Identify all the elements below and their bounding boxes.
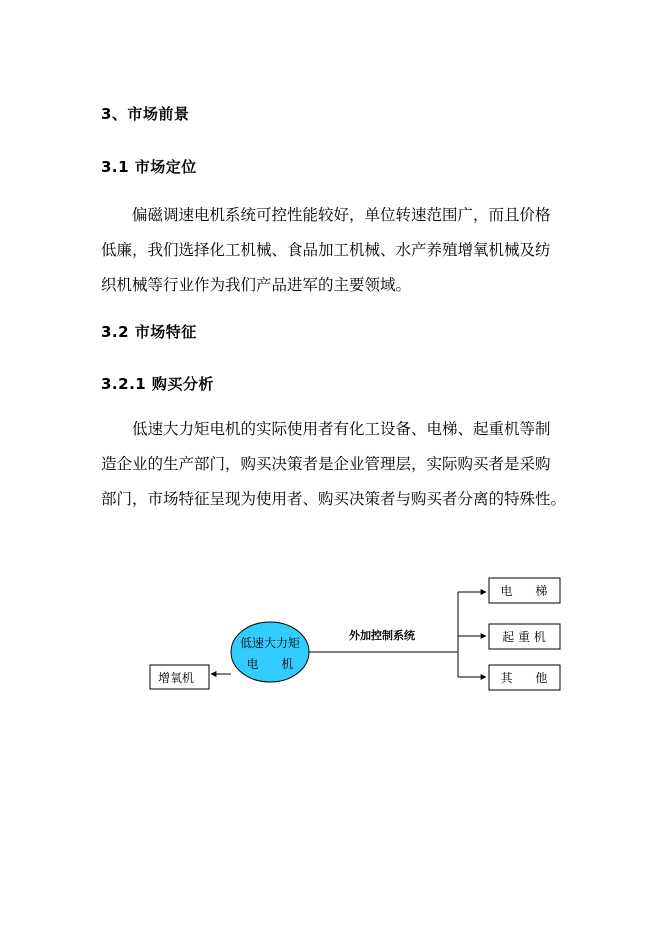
heading-market-features: 3.2 市场特征 <box>101 323 197 341</box>
center-label-line2: 电 机 <box>246 657 294 671</box>
heading-purchase-analysis: 3.2.1 购买分析 <box>101 375 214 393</box>
paragraph-line: 偏磁调速电机系统可控性能较好，单位转速范围广，而且价格 <box>132 206 551 224</box>
paragraph-purchase-analysis <box>101 412 571 517</box>
heading-market-positioning: 3.1 市场定位 <box>101 158 197 176</box>
left-box-label: 增氧机 <box>158 671 195 685</box>
paragraph-line: 造企业的生产部门，购买决策者是企业管理层，实际购买者是采购 <box>101 455 551 473</box>
control-system-label: 外加控制系统 <box>349 629 415 642</box>
right-box-elevator-label: 电 梯 <box>500 584 548 598</box>
paragraph-line: 低廉，我们选择化工机械、食品加工机械、水产养殖增氧机械及纺 <box>101 241 551 259</box>
center-ellipse <box>231 622 309 682</box>
paragraph-market-positioning <box>101 198 571 303</box>
paragraph-line: 部门，市场特征呈现为使用者、购买决策者与购买者分离的特殊性。 <box>101 490 567 508</box>
right-box-crane-label: 起 重 机 <box>502 630 546 644</box>
paragraph-line: 织机械等行业作为我们产品进军的主要领域。 <box>101 276 412 294</box>
paragraph-line: 低速大力矩电机的实际使用者有化工设备、电梯、起重机等制 <box>132 420 551 438</box>
heading-market-outlook: 3、市场前景 <box>101 105 190 123</box>
center-label-line1: 低速大力矩 <box>239 636 301 650</box>
market-diagram <box>0 560 662 710</box>
right-box-other-label: 其 他 <box>500 671 548 685</box>
